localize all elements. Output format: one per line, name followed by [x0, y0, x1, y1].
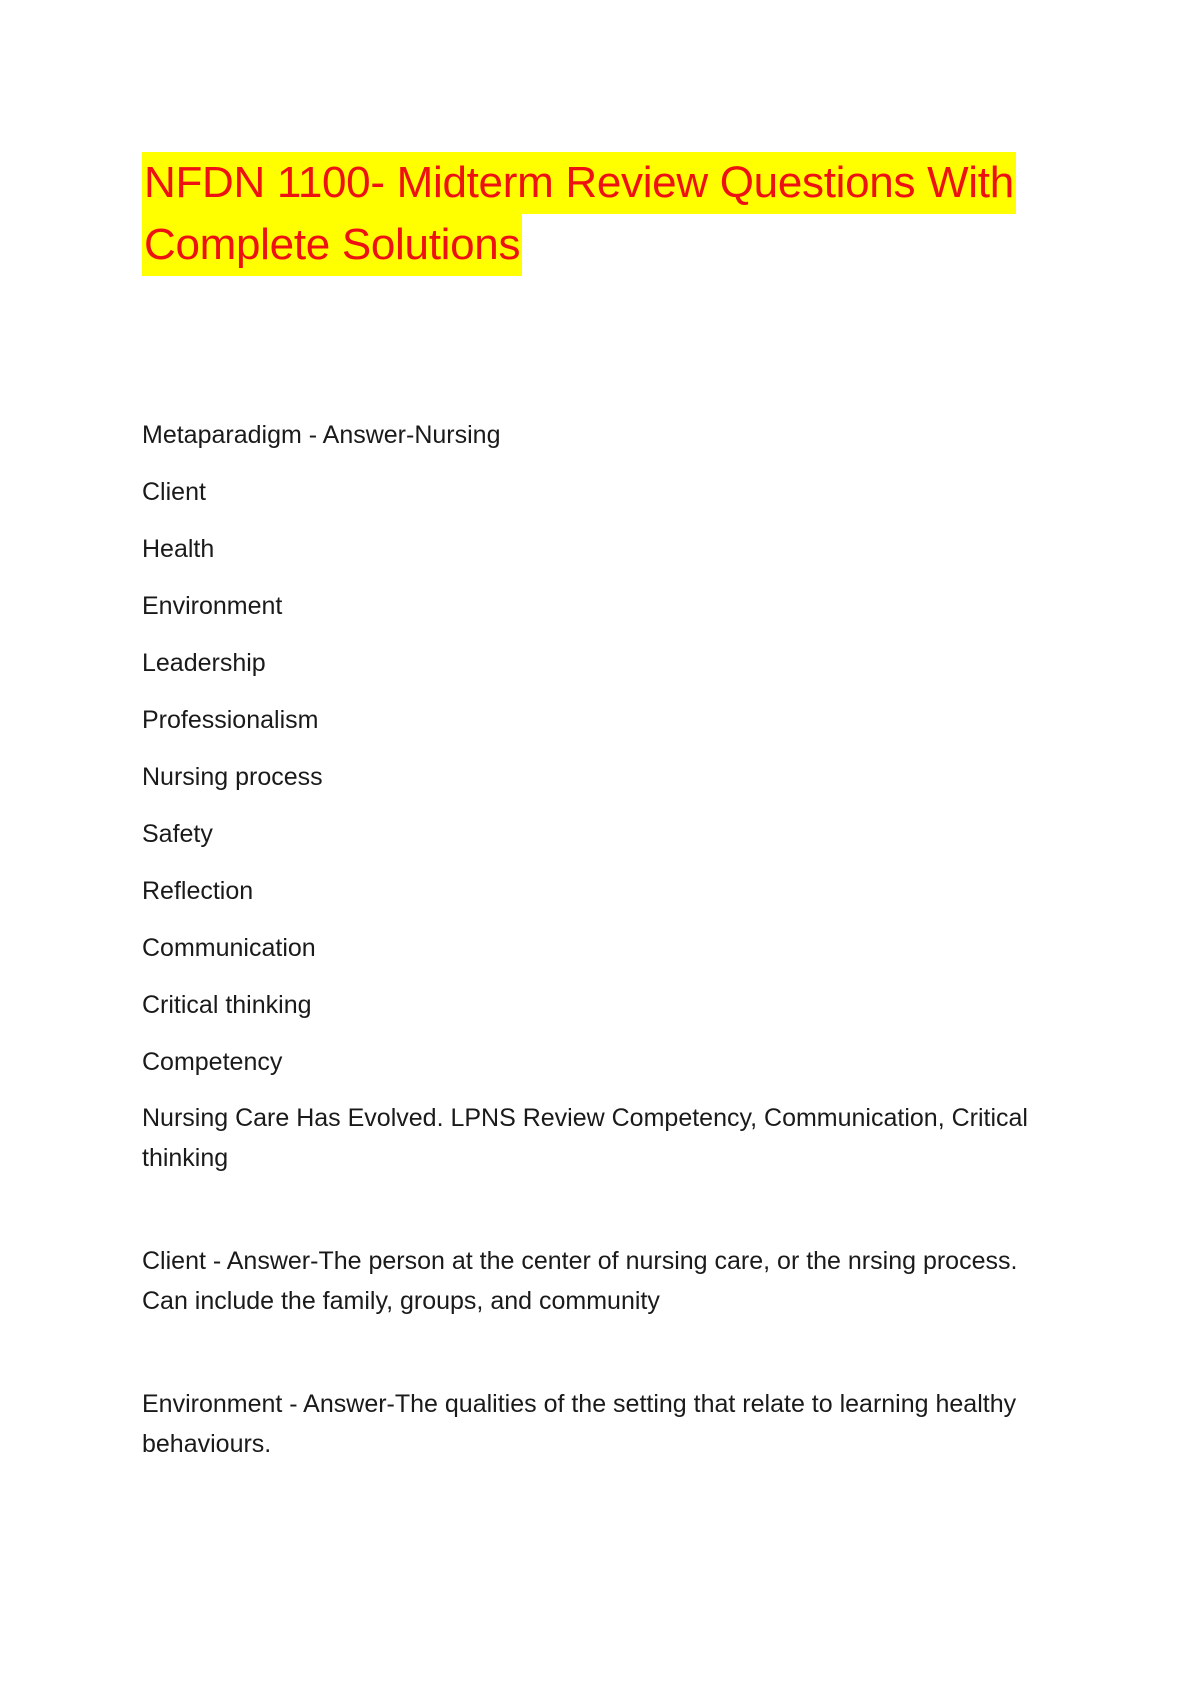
term-communication: Communication: [142, 934, 316, 962]
term-professionalism: Professionalism: [142, 706, 319, 734]
client-line-2: Can include the family, groups, and community: [142, 1287, 660, 1315]
title-line-2: Complete Solutions: [142, 214, 522, 276]
evolved-paragraph: [142, 1098, 1062, 1178]
term-leadership: Leadership: [142, 649, 266, 677]
term-critical-thinking: Critical thinking: [142, 991, 312, 1019]
evolved-line-2: thinking: [142, 1144, 229, 1172]
term-nursing-process: Nursing process: [142, 763, 323, 791]
term-client: Client: [142, 478, 206, 506]
environment-definition: [142, 1384, 1062, 1464]
title-line-1: NFDN 1100- Midterm Review Questions With: [142, 152, 1016, 214]
term-environment: Environment: [142, 592, 283, 620]
client-definition: [142, 1241, 1062, 1321]
evolved-line-1: Nursing Care Has Evolved. LPNS Review Competency, Communication, Critical: [142, 1104, 1028, 1132]
metaparadigm-line: Metaparadigm - Answer-Nursing: [142, 421, 501, 449]
term-safety: Safety: [142, 820, 213, 848]
client-line-1: Client - Answer-The person at the center of nursing care, or the nrsing process.: [142, 1247, 1018, 1275]
term-competency: Competency: [142, 1048, 283, 1076]
environment-line-1: Environment - Answer-The qualities of the setting that relate to learning healthy: [142, 1390, 1017, 1418]
term-health: Health: [142, 535, 215, 563]
document-title: [142, 152, 1062, 276]
document-body: [142, 420, 1062, 1464]
environment-line-2: behaviours.: [142, 1430, 272, 1458]
term-reflection: Reflection: [142, 877, 254, 905]
